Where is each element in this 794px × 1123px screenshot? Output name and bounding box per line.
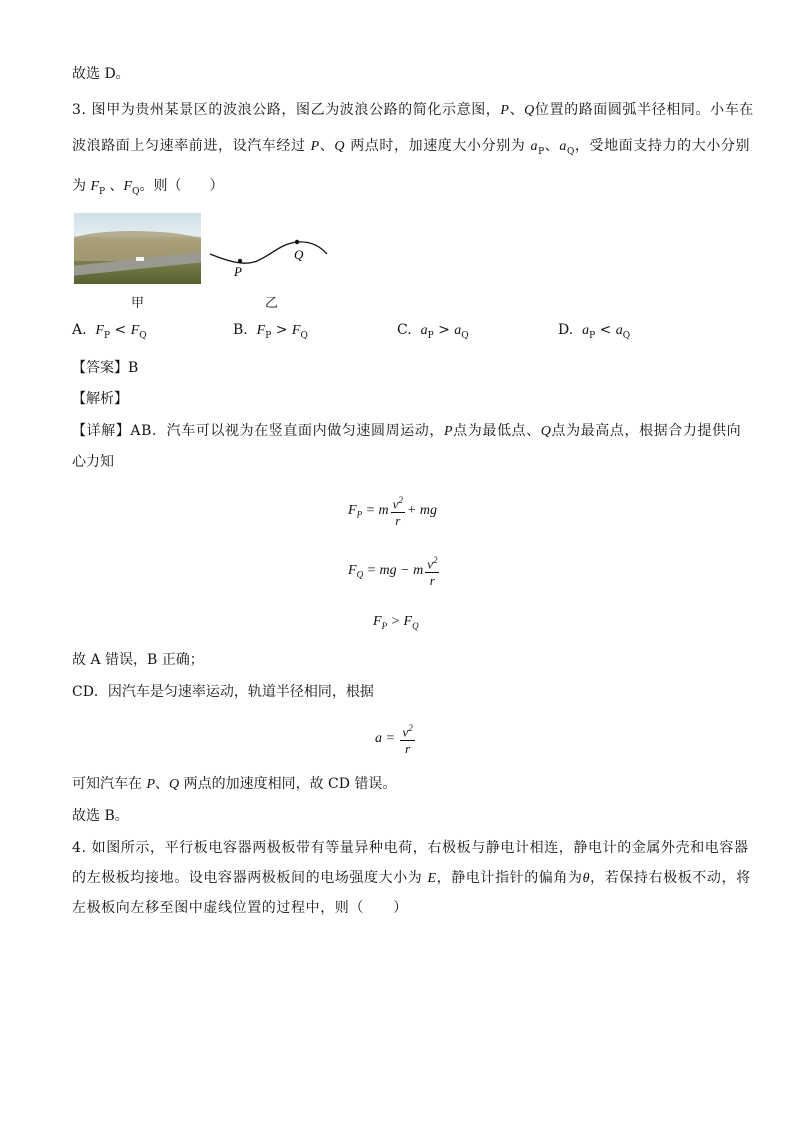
option-a[interactable]: A. $F_P < F_Q$	[72, 322, 147, 341]
analysis-label: 【解析】	[72, 391, 128, 407]
option-c[interactable]: C. $a_P > a_Q$	[397, 322, 469, 341]
q3-conclusion: 故选 B。	[72, 808, 129, 824]
q4-line2: 的左极板均接地。设电容器两极板间的电场强度大小为 E，静电计指针的偏角为θ，若保持右极板不动，将	[72, 870, 751, 886]
cd-result: 可知汽车在 P、Q 两点的加速度相同，故 CD 错误。	[72, 776, 397, 792]
wave-road-diagram	[205, 232, 335, 282]
q3-line3: 为 $F_P$ 、$F_Q$。则（ ）	[72, 178, 224, 197]
answer-label: 【答案】B	[72, 360, 139, 376]
conclusion-ab: 故 A 错误，B 正确；	[72, 652, 204, 668]
q3-line2: 波浪路面上匀速率前进，设汽车经过 P、Q 两点时，加速度大小分别为 $a_P$、$a_Q$，受地面支持力的大小分别	[72, 138, 751, 157]
label-p: P	[234, 264, 242, 279]
prev-conclusion: 故选 D。	[72, 66, 130, 82]
equation-fp: $F_P = m$ $\frac{v^2}{r}$ + mg	[348, 492, 437, 529]
equation-fq: $F_Q$ = mg − m $\frac{v^2}{r}$	[348, 552, 441, 589]
detail-line2: 心力知	[72, 454, 114, 470]
caption-jia: 甲	[131, 296, 145, 311]
equation-compare: $F_P > F_Q$	[373, 614, 419, 631]
cd-line: CD．因汽车是匀速率运动，轨道半径相同，根据	[72, 684, 374, 700]
detail-line1: 【详解】AB．汽车可以视为在竖直面内做匀速圆周运动，P点为最低点、Q点为最高点，根据合力提供向	[72, 423, 742, 439]
q4-line3: 左极板向左移至图中虚线位置的过程中，则（ ）	[72, 900, 408, 916]
label-q: Q	[294, 247, 304, 262]
option-d[interactable]: D. $a_P < a_Q$	[558, 322, 631, 341]
caption-yi: 乙	[265, 296, 279, 311]
q3-line1: 3. 图甲为贵州某景区的波浪公路，图乙为波浪公路的简化示意图，P、Q位置的路面圆弧半径相同。小车在	[72, 102, 754, 118]
q4-line1: 4. 如图所示，平行板电容器两极板带有等量异种电荷，右极板与静电计相连，静电计的金属外壳和电容器	[72, 840, 749, 856]
wave-road-photo	[74, 213, 201, 284]
option-b[interactable]: B. $F_P > F_Q$	[233, 322, 308, 341]
equation-a: a = $\frac{v^2}{r}$	[375, 720, 417, 757]
